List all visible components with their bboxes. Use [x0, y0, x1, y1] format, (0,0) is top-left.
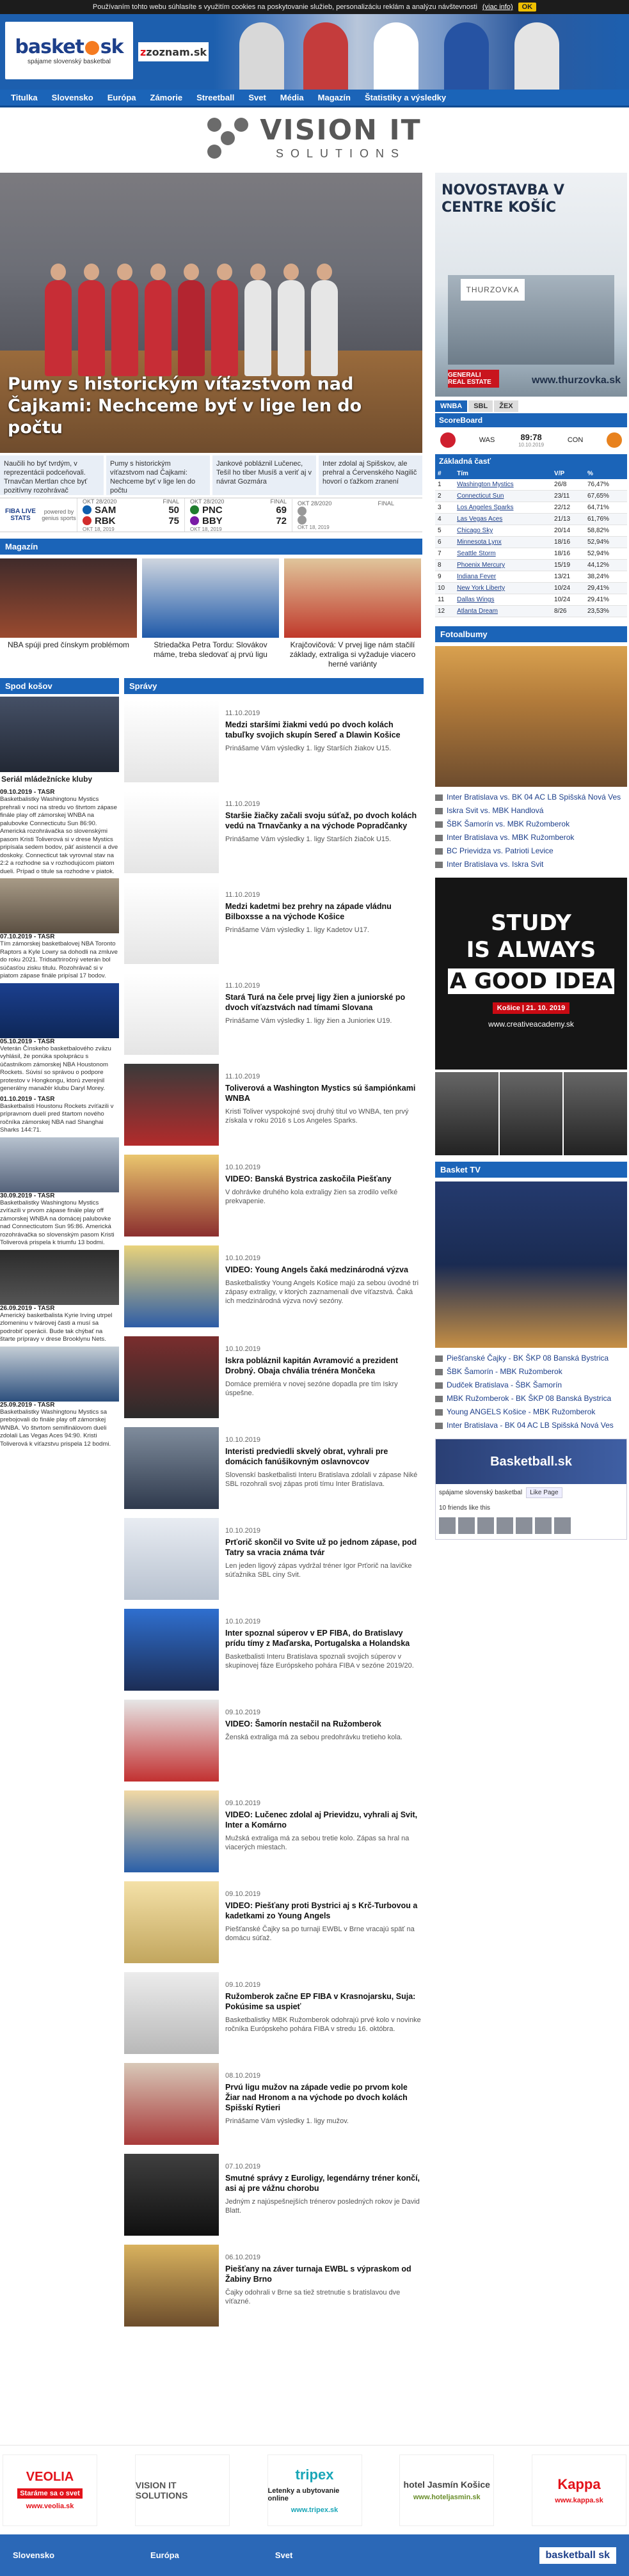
footer-link-svet[interactable]: Svet — [275, 2550, 293, 2560]
spravy-heading[interactable]: Správy — [124, 678, 424, 694]
main-nav — [0, 90, 629, 107]
basket-tv-list — [435, 1352, 627, 1432]
header-photo — [214, 14, 624, 90]
cookie-ok-button[interactable]: OK — [518, 3, 537, 12]
news-thumb — [124, 1336, 219, 1418]
news-thumb — [124, 1790, 219, 1872]
basketball-icon — [85, 41, 99, 55]
news-thumb — [124, 2154, 219, 2236]
news-thumb — [124, 2245, 219, 2327]
news-thumb — [124, 1245, 219, 1327]
table-row: 6 Minnesota Lynx 18/16 52,94% — [435, 537, 627, 548]
spod-kosov — [0, 678, 119, 2329]
score-game-card[interactable]: OKT 28/2020 FINAL PNC 69 BBY 72 OKT 18, 2019 — [184, 498, 292, 532]
news-item[interactable]: 08.10.2019 Prvú ligu mužov na západe vedie po prvom kole Žiar nad Hronom a na východe po dvoch kolách Spišskí Rytieri Prinášame Vám výsledky 1. ligy mužov. — [124, 2063, 424, 2147]
vision-title: VISION IT — [260, 113, 422, 146]
magazin-item[interactable]: Krajčovičová: V prvej lige nám stačilí základy, extraliga si vyžaduje viacero herné variánty — [284, 558, 421, 672]
news-thumb — [124, 1427, 219, 1509]
footer-logo[interactable]: basketball sk — [539, 2547, 617, 2564]
creative-academy-ad[interactable]: STUDY IS ALWAYS A GOOD IDEA Košice | 21. 10. 2019 www.creativeacademy.sk — [435, 878, 627, 1070]
fotoalbum-list — [435, 791, 627, 871]
camera-icon — [435, 835, 443, 841]
news-item[interactable]: 10.10.2019 VIDEO: Young Angels čaká medzinárodná výzva Basketbalistky Young Angels Košice majú za sebou úvodné tri zápasy extraligy, v ktorých zaznamenali dve víťazstvá. Čaká ich medzinárodná výzva nový sezóny. — [124, 1245, 424, 1330]
teaser-list — [0, 455, 422, 495]
site-footer — [0, 2534, 629, 2576]
fotoalbum-item[interactable]: Iskra Svit vs. MBK Handlová — [435, 804, 627, 818]
news-thumb — [124, 1700, 219, 1782]
team-logo — [298, 516, 307, 525]
table-row: 8 Phoenix Mercury 15/19 44,12% — [435, 560, 627, 571]
cookie-bar — [0, 0, 629, 14]
news-item[interactable]: 11.10.2019 Medzi staršími žiakmi vedú po dvoch kolách tabuľky svojich skupín Sereď a Dlawin Košice Prinášame Vám výsledky 1. ligy Starších žiakov U15. — [124, 700, 424, 785]
team-logo — [298, 507, 307, 516]
spod-entry[interactable]: 09.10.2019 - TASR Basketbalistky Washingtonu Mystics prehrali v noci na stredu vo štvrtom zápase finále play off zámorskej WNBA na palubovke Connecticutu Sun 86:90. Americká rozohrávačka so slovenskými pasom Kristi Toliverová si v dresе Mystics pripísala sedem bodov, päť asistencií a dve doskoky. Connecticut tak vyrovnal stav na 2:2 a rozhodne sa v rozhodujúcom piatom dueli. Prípad o titule sa rozhodne v piatok. — [0, 789, 118, 875]
score-game-card[interactable]: OKT 28/2020 FINAL SAM 50 RBK 75 OKT 18, 2019 — [77, 498, 184, 532]
news-item[interactable]: 11.10.2019 Toliverová a Washington Mystics sú šampiónkami WNBA Kristi Toliver vyspokojné svoj druhý titul vo WNBA, ten prvý získala v roku 2016 s Los Angeles Sparks. — [124, 1064, 424, 1148]
sidebar — [435, 173, 627, 1540]
cookie-info-link[interactable]: (viac info) — [482, 3, 513, 11]
fotoalbum-item[interactable]: ŠBK Šamorín vs. MBK Ružomberok — [435, 818, 627, 831]
nav-magazin[interactable]: Magazín — [317, 93, 351, 102]
nav-svet[interactable]: Svet — [248, 93, 266, 102]
tripex-ad[interactable]: tripex Letenky a ubytovanie online www.tripex.sk — [267, 2454, 362, 2526]
magazin-heading[interactable]: Magazín — [0, 539, 422, 555]
video-item[interactable]: Dudček Bratislava - ŠBK Šamorín — [435, 1379, 627, 1392]
zoznam-logo[interactable]: z zoznam.sk — [138, 42, 209, 61]
nav-titulka[interactable]: Titulka — [11, 93, 38, 102]
fotoalbum-item[interactable]: Inter Bratislava vs. MBK Ružomberok — [435, 831, 627, 844]
news-thumb — [124, 700, 219, 782]
nav-slovensko[interactable]: Slovensko — [51, 93, 93, 102]
spod-heading[interactable]: Spod košov — [0, 678, 119, 694]
video-icon — [435, 1382, 443, 1389]
table-row: 1 Washington Mystics 26/8 76,47% — [435, 479, 627, 491]
video-icon — [435, 1409, 443, 1416]
video-icon — [435, 1423, 443, 1429]
camera-icon — [435, 862, 443, 868]
fotoalbum-item[interactable]: BC Prievidza vs. Patrioti Levice — [435, 844, 627, 858]
tab-sbl[interactable]: SBL — [468, 400, 493, 412]
scoreboard-heading: ScoreBoard — [435, 413, 627, 427]
news-thumb — [124, 882, 219, 964]
thurzovka-ad[interactable] — [435, 173, 627, 397]
vision-logo-icon — [207, 118, 248, 159]
table-row: 7 Seattle Storm 18/16 52,94% — [435, 548, 627, 560]
standings-table: # Tím V/P % 1 Washington Mystics 26/8 76,47% 2 Connecticut Sun 23/11 67,65% 3 Los Angeles Sparks 22/12 64,71% 4 Las Vegas Aces 21/13 61,76% 5 Chicago Sky 20/14 58,82% 6 Minnesota Lynx 18/16 52,94% 7 Seattle Storm 18/16 52,94% 8 Phoenix Mercury 15/19 44,12% 9 Indiana Fever 13/21 38,24% 10 New York Liberty 10/24 29,41% 11 Dallas Wings 10/24 29,41% 12 Atlanta Dream 8/26 23,53% — [435, 468, 627, 617]
spod-entry[interactable]: 26.09.2019 - TASR Americký basketbalista Kyrie Irving utrpel zlomeninu v tvárovej časti a musí sa podrobiť operácii. Bude tak chýbať na štarte prípravy v drese Brooklynu Nets. — [0, 1250, 119, 1344]
nav-streetball[interactable]: Streetball — [196, 93, 235, 102]
video-item[interactable]: Young ANGELS Košice - MBK Ružomberok — [435, 1405, 627, 1419]
footer-link-europa[interactable]: Európa — [150, 2550, 179, 2560]
team-logo — [190, 516, 199, 525]
team-logo — [83, 505, 92, 514]
camera-icon — [435, 794, 443, 801]
fotoalbum-item[interactable]: Inter Bratislava vs. Iskra Svit — [435, 858, 627, 871]
vision-it-banner[interactable] — [0, 107, 629, 169]
teaser-item[interactable]: Inter zdolal aj Spišskov, ale prehral a Ćervenského Nagilič hovorí o ťažkom zranení — [319, 455, 422, 495]
video-item[interactable]: Piešťanské Čajky - BK ŠKP 08 Banská Bystrica — [435, 1352, 627, 1365]
team-logo — [440, 432, 456, 448]
news-thumb — [124, 1155, 219, 1237]
news-item[interactable]: 09.10.2019 VIDEO: Lučenec zdolal aj Prievidzu, vyhrali aj Svit, Inter a Komárno Mužská extraliga má za sebou tretie kolo. Zápas sa hral na viacerých miestach. — [124, 1790, 424, 1875]
generali-logo: GENERALI REAL ESTATE — [448, 370, 499, 388]
news-thumb — [124, 791, 219, 873]
magazin-list — [0, 558, 422, 672]
camera-icon — [435, 808, 443, 814]
team-logo — [190, 505, 199, 514]
video-icon — [435, 1396, 443, 1402]
tab-wnba[interactable]: WNBA — [435, 400, 467, 412]
news-thumb — [124, 1881, 219, 1963]
video-icon — [435, 1369, 443, 1375]
logo-tagline: spájame slovenský basketbal — [27, 58, 111, 65]
news-item[interactable]: 11.10.2019 Staršie žiačky začali svoju súťaž, po dvoch kolách vedú na Trnavčanky a na východe Popradčanky Prinášame Vám výsledky 1. ligy Starších žiačok U15. — [124, 791, 424, 876]
team-logo — [83, 516, 92, 525]
table-row: 5 Chicago Sky 20/14 58,82% — [435, 525, 627, 537]
spod-entry[interactable]: 01.10.2019 - TASR Basketbalisti Houstonu Rockets zvíťazili v prípravnom duelí pred štartom nového ročníka zámorskej NBA nad Shanghai Sharks 144:71. — [0, 1095, 114, 1134]
nav-statistiky[interactable]: Štatistiky a výsledky — [364, 93, 447, 102]
basket-tv-image[interactable] — [435, 1181, 627, 1348]
league-tabs — [435, 400, 627, 412]
vision-subtitle: SOLUTIONS — [275, 146, 406, 160]
footer-link-slovensko[interactable]: Slovensko — [13, 2550, 55, 2560]
news-thumb — [124, 1609, 219, 1691]
ad-faces — [435, 1072, 627, 1155]
logo-wordmark: basket sk — [15, 36, 123, 58]
news-thumb — [124, 1518, 219, 1600]
news-item[interactable]: 11.10.2019 Medzi kadetmi bez prehry na západe vládnu Bilboxsse a na východe Košice Prinášame Vám výsledky 1. ligy Kadetov U17. — [124, 882, 424, 967]
news-item[interactable]: 10.10.2019 Interisti predviedli skvelý obrat, vyhrali pre domácich fanúšikovným oslavnovcov Slovenskí basketbalisti Interu Bratislava zdolali v zápase Niké SBL rozohrali svoj zápas proti tímu Inter Bratislava. — [124, 1427, 424, 1512]
news-item[interactable]: 10.10.2019 Iskra pobláznil kapitán Avramović a prezident Drobný. Obaja chvália trénéra Mončeka Domáce premiéra v novej sezóne dopadla pre tím Iskry úspešne. — [124, 1336, 424, 1421]
table-row: 10 New York Liberty 10/24 29,41% — [435, 583, 627, 594]
spod-entry[interactable]: 07.10.2019 - TASR Tím zámorskej basketbalovej NBA Toronto Raptors a Kyle Lowry sa dohodli na zmluve do roku 2021. Tridsaťtriročný veterán bol súčasťou zisku titulu. Rozohrávač si v piatom zápase finále pripísal 17 bodov. — [0, 878, 119, 981]
lower-columns — [0, 678, 429, 2329]
video-icon — [435, 1355, 443, 1362]
fb-sub: spájame slovenský basketbal — [439, 1489, 523, 1496]
news-thumb — [124, 2063, 219, 2145]
spod-entry[interactable]: 30.09.2019 - TASR Basketbalistky Washingtonu Mystics zvíťazili v prvom zápase finále play off zámorskej WNBA na domácej palubovke nad Connecticutom Sun 95:86. Americká rozohrávačka so slovenským pasom Kristi Toliverová prispela k triumfu 13 bodmi. — [0, 1137, 119, 1247]
teaser-item[interactable]: Naučili ho byť tvrdým, v reprezentácii podceňovali. Trnavčan Mertlan chce byť pozitívny rozohrávač — [0, 455, 104, 495]
fiba-live-stats-logo: FIBA LIVE STATS — [5, 508, 36, 522]
news-thumb — [124, 1064, 219, 1146]
score-game-card[interactable]: OKT 28/2020 FINAL OKT 18, 2019 — [292, 499, 399, 532]
nav-media[interactable]: Média — [280, 93, 304, 102]
site-header — [0, 14, 629, 90]
news-item[interactable]: 11.10.2019 Stará Turá na čele prvej ligy žien a juniorské po dvoch víťazstvách nad tímami Slovana Prinášame Vám výsledky 1. ligy žien a Juniorieк U19. — [124, 973, 424, 1057]
tab-zex[interactable]: ŽEX — [494, 400, 518, 412]
spravy — [124, 678, 424, 2329]
fotoalbum-image[interactable] — [435, 646, 627, 787]
news-item[interactable]: 09.10.2019 Ružomberok začne EP FIBA v Krasnojarsku, Suja: Pokúsime sa uspieť Basketbalistky MBK Ružomberok odohrajú prvé kolo v novinke ročníka Európskeho pohára FIBA v stredu 16. októbra. — [124, 1972, 424, 2057]
ad-headline: NOVOSTAVBA V CENTRE KOŠÍC — [442, 182, 565, 216]
magazin-item[interactable]: Striedačka Petra Tordu: Slovákov máme, treba sledovať aj prvú ligu — [142, 558, 279, 672]
hero-title[interactable]: Pumy s historickým víťazstvom nad Čajkami: Nechceme byť v lige len do počtu — [8, 374, 362, 438]
fotoalbum-item[interactable]: Inter Bratislava vs. BK 04 AC LB Spišská Nová Ves — [435, 791, 627, 804]
table-row: 11 Dallas Wings 10/24 29,41% — [435, 594, 627, 606]
hero-article[interactable] — [0, 173, 422, 453]
magazin-item[interactable]: NBA spúji pred čínskym problémom — [0, 558, 137, 672]
cookie-text: Používaním tohto webu súhlasíte s využitím cookies na poskytovanie služieb, personalizáciu reklám a analýzu návštevnosti — [92, 3, 477, 11]
table-row: 2 Connecticut Sun 23/11 67,65% — [435, 491, 627, 502]
news-item[interactable]: 09.10.2019 VIDEO: Šamorín nestačil na Ružomberok Ženská extraliga má za sebou predohrávku tretieho kola. — [124, 1700, 424, 1784]
facebook-widget — [435, 1439, 627, 1540]
live-scores-strip — [0, 498, 422, 532]
news-item[interactable]: 10.10.2019 Prťorič skončil vo Svite už po jednom zápase, pod Tatry sa vracia známa tvár Len jeden ligový zápas vydržal tréner Igor Prťorič na lavičke súťažnika SBL ciny Svit. — [124, 1518, 424, 1602]
kappa-ad[interactable]: Kappa www.kappa.sk — [532, 2454, 626, 2526]
fotoalbumy-heading[interactable]: Fotoalbumy — [435, 626, 627, 642]
table-row: 12 Atlanta Dream 8/26 23,53% — [435, 606, 627, 617]
footer-partners — [0, 2445, 629, 2534]
fb-cover[interactable]: Basketball.sk — [436, 1439, 626, 1484]
basket-tv-heading[interactable]: Basket TV — [435, 1162, 627, 1178]
spod-image[interactable] — [0, 697, 119, 772]
veolia-ad[interactable]: VEOLIA Staráme sa o svet www.veolia.sk — [3, 2454, 97, 2526]
fb-friends: 10 friends like this — [439, 1505, 491, 1512]
ad-url: www.thurzovka.sk — [532, 375, 621, 386]
vision-it-ad[interactable]: VISION IT SOLUTIONS — [135, 2454, 230, 2526]
main-column — [0, 173, 429, 2329]
news-thumb — [124, 973, 219, 1055]
camera-icon — [435, 848, 443, 855]
nav-zamorie[interactable]: Zámorie — [150, 93, 183, 102]
team-logo — [607, 432, 622, 448]
video-item[interactable]: MBK Ružomberok - BK ŠKP 08 Banská Bystrica — [435, 1392, 627, 1405]
ad-brand: THURZOVKA — [461, 279, 525, 301]
teaser-item[interactable]: Jankové pobláznil Lučenec, Tešíl ho tiber Musíš a veriť aj v návrat Gozmára — [212, 455, 316, 495]
camera-icon — [435, 821, 443, 828]
news-item[interactable]: 07.10.2019 Smutné správy z Euroligy, legendárny tréner končí, asi aj pre vážnu chorobu Jedným z najúspešnejších trénerov posledných rokov je David Blatt. — [124, 2154, 424, 2238]
standings-heading: Základná časť — [435, 454, 627, 468]
teaser-item[interactable]: Pumy s historickým víťazstvom nad Čajkami: Nechceme byť v lige len do počtu — [106, 455, 210, 495]
news-thumb — [124, 1972, 219, 2054]
spod-title[interactable]: Seriál mládežnícke kluby — [1, 775, 93, 784]
genius-sports-logo: powered by genius sports — [42, 509, 76, 521]
nav-europa[interactable]: Európa — [107, 93, 136, 102]
site-logo[interactable] — [5, 22, 133, 79]
news-item[interactable]: 09.10.2019 VIDEO: Piešťany proti Bystrici aj s Krč-Turbovou a kadetkami zo Young Angels Piešťanské Čajky sa po turnaji EWBL v Brne vracajú späť na domácu súťaž. — [124, 1881, 424, 1966]
table-row: 3 Los Angeles Sparks 22/12 64,71% — [435, 502, 627, 514]
table-row: 4 Las Vegas Aces 21/13 61,76% — [435, 514, 627, 525]
hotel-jasmin-ad[interactable]: hotel Jasmín Košice www.hoteljasmin.sk — [399, 2454, 494, 2526]
spod-entry[interactable]: 25.09.2019 - TASR Basketbalistky Washingtonu Mystics sa prebojovali do finále play off zámorskej WNBA. Vo štvrtom semifinálovom dueli zdolali Las Vegas Aces 94:90. Kristi Toliverová k víťazstvu prispela 12 bodmi. — [0, 1347, 119, 1449]
scoreboard-game[interactable]: WAS 89:78 10.10.2019 CON — [435, 427, 627, 453]
news-item[interactable]: 06.10.2019 Piešťany na záver turnaja EWBL s výpraskom od Žabiny Brno Čajky odohrali v Brne sa tiež stretnutie s bratislavou dve víťazné. — [124, 2245, 424, 2329]
news-item[interactable]: 10.10.2019 Inter spoznal súperov v EP FIBA, do Bratislavy prídu tímy z Maďarska, Portugalska a Holandska Basketbalisti Interu Bratislava spoznali svojich súperov v skupinovej fáze Európskeho pohára FIBA v sezóne 2019/20. — [124, 1609, 424, 1693]
fb-like-button[interactable]: Like Page — [526, 1487, 562, 1498]
table-row: 9 Indiana Fever 13/21 38,24% — [435, 571, 627, 583]
spod-entry[interactable]: 05.10.2019 - TASR Veterán Čínskeho basketbalového zväzu vyhlásil, že ponúka spoluprácu s účastníkom zámorskej NBA Houstonom Rockets. Súvisí so správou o podpore protestov v Hongkongu, ktorú zverejnil generálny manažér klubu Daryl Morey. — [0, 983, 119, 1093]
video-item[interactable]: Inter Bratislava - BK 04 AC LB Spišská Nová Ves — [435, 1419, 627, 1432]
news-item[interactable]: 10.10.2019 VIDEO: Banská Bystrica zaskočila Piešťany V dohrávke druhého kola extraligy žien sa zrodilo veľké prekvapenie. — [124, 1155, 424, 1239]
video-item[interactable]: ŠBK Šamorín - MBK Ružomberok — [435, 1365, 627, 1379]
